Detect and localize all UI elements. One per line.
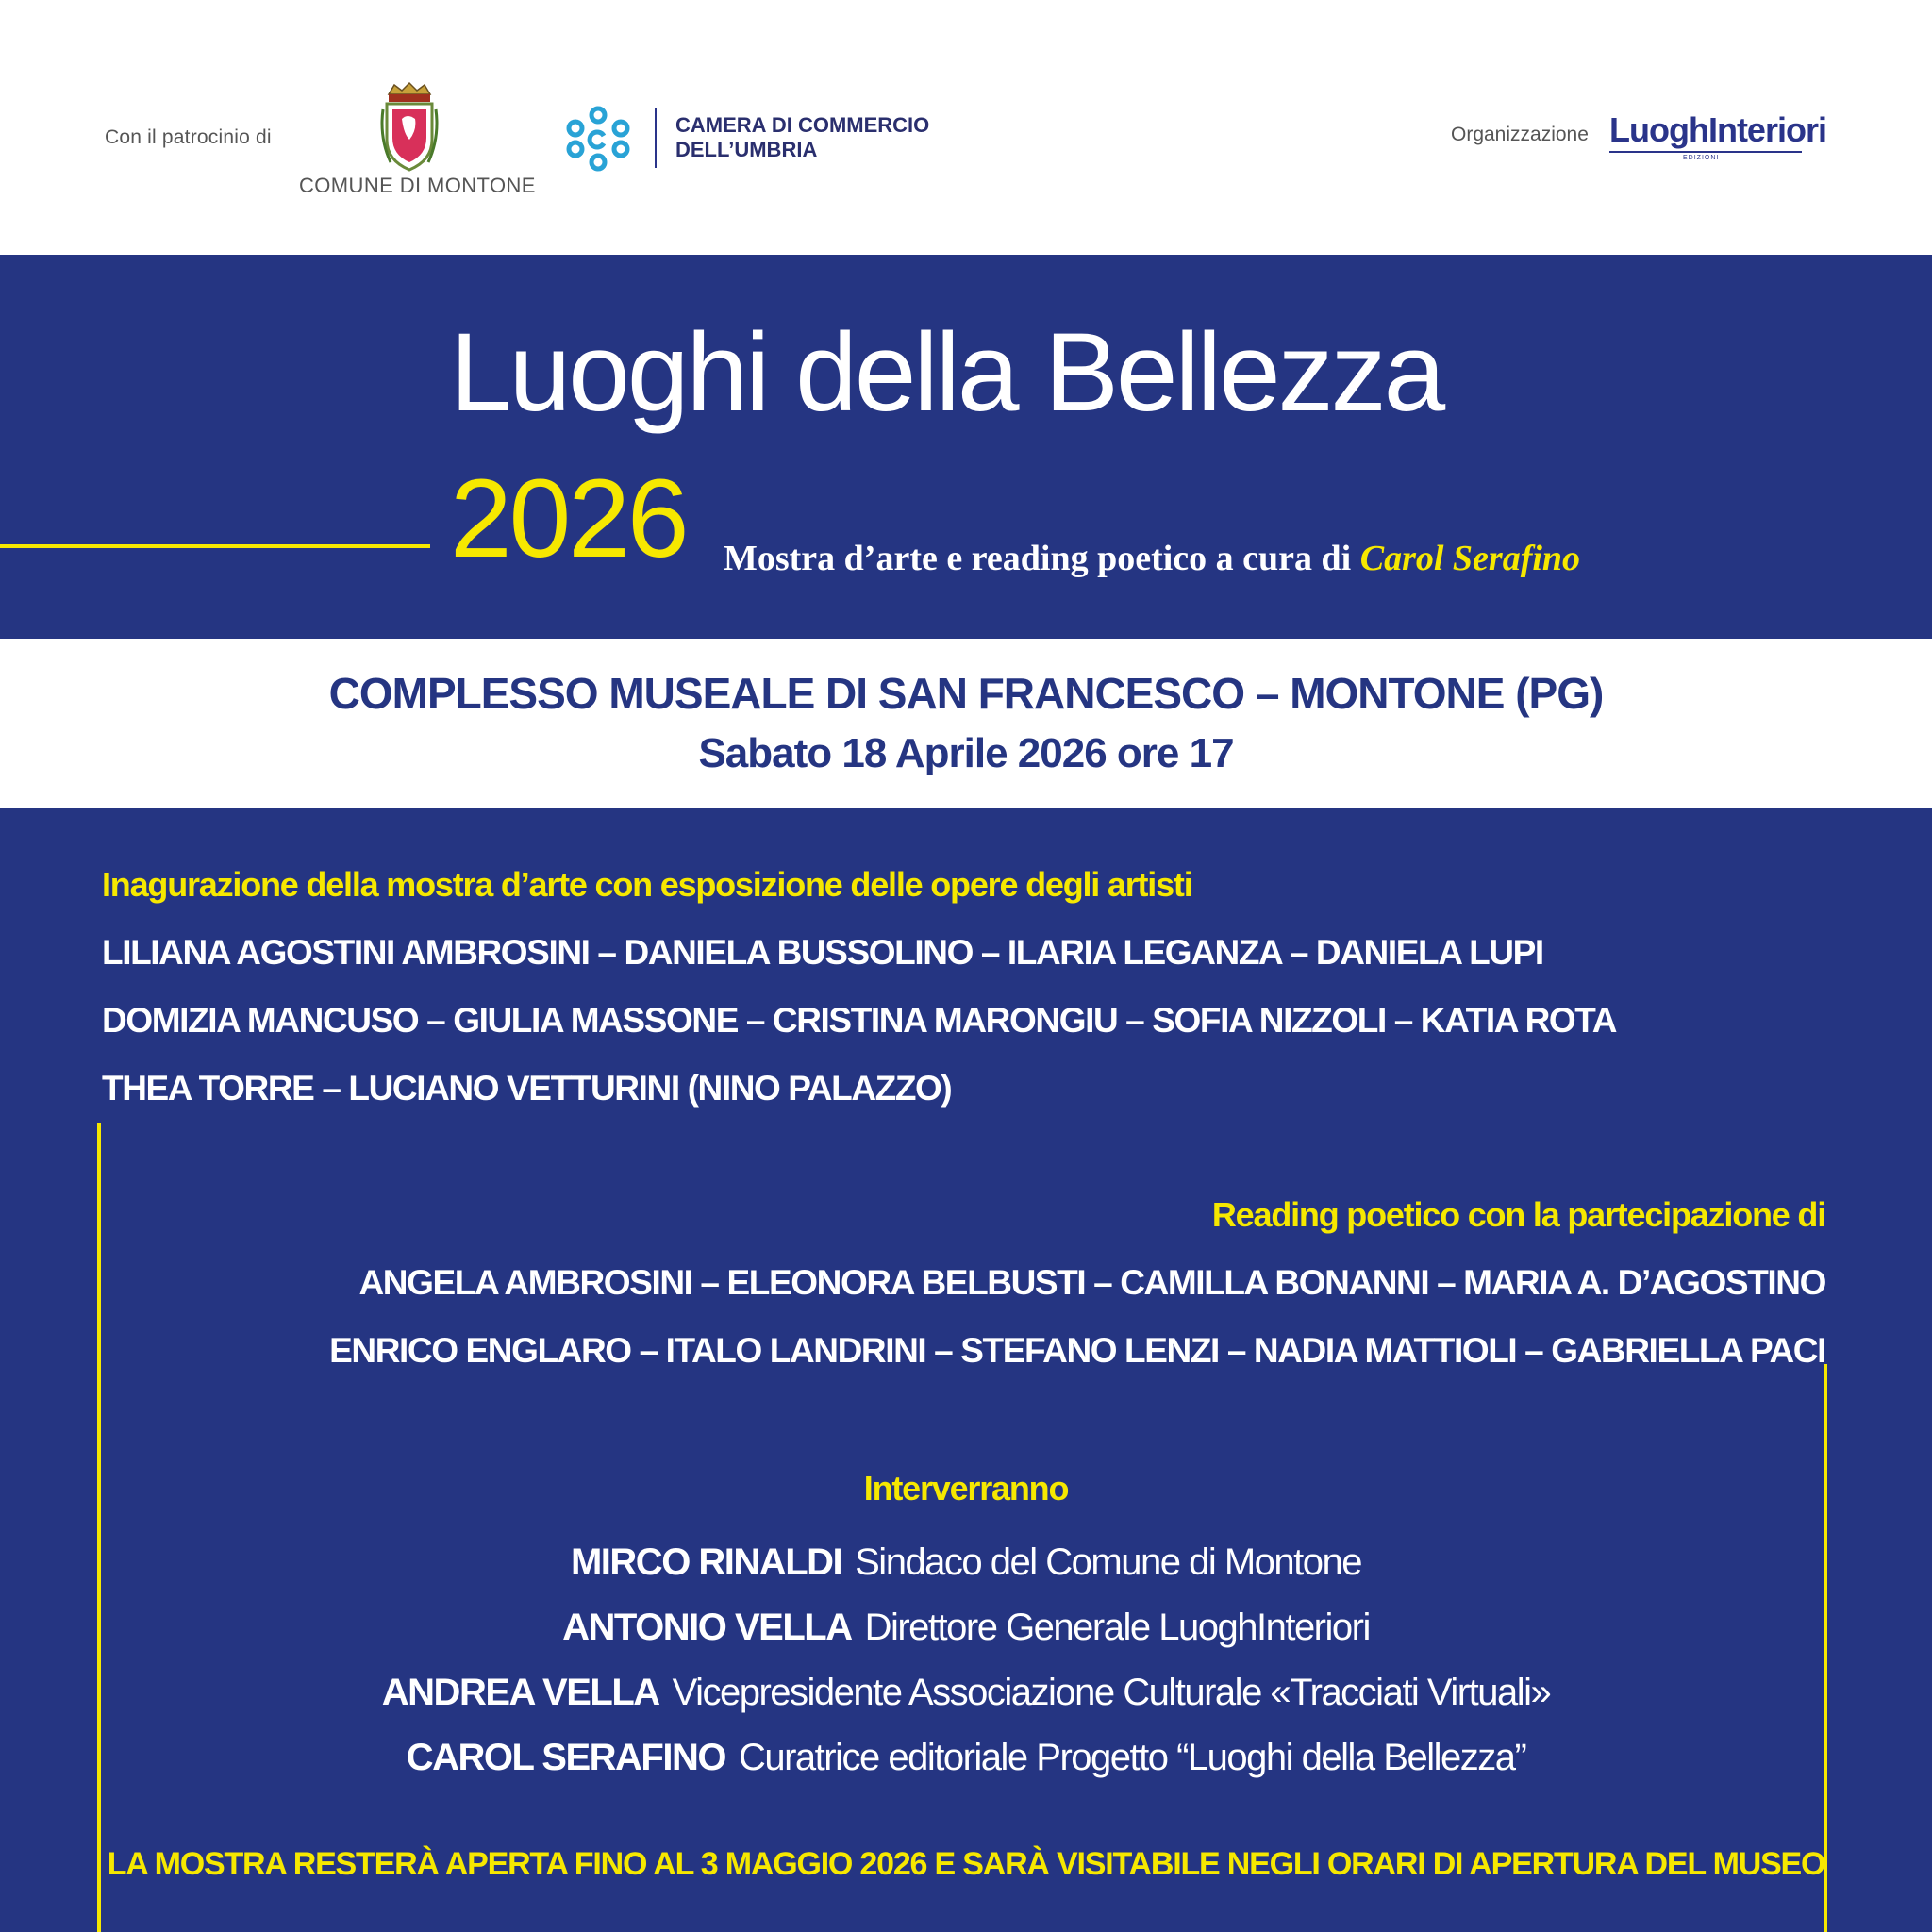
speaker-name: ANTONIO VELLA	[562, 1607, 852, 1648]
camera-commercio-logo	[562, 104, 958, 179]
speakers-heading: Interverranno	[863, 1469, 1069, 1507]
decorative-line-left	[97, 1123, 101, 1932]
luoghinteriori-logo	[1609, 110, 1826, 164]
subtitle-text: Mostra d’arte e reading poetico a cura di	[724, 539, 1360, 578]
speaker-role: Direttore Generale LuoghInteriori	[864, 1607, 1370, 1648]
event-subtitle	[724, 538, 1580, 579]
speaker-item	[0, 1541, 1932, 1607]
event-date: Sabato 18 Aprile 2026 ore 17	[698, 730, 1234, 776]
reading-heading: Reading poetico con la partecipazione di	[1211, 1195, 1825, 1234]
speaker-item	[0, 1607, 1932, 1672]
coat-of-arms-icon	[379, 81, 440, 172]
speaker-role: Curatrice editoriale Progetto “Luoghi della Bellezza”	[738, 1737, 1526, 1778]
title-band	[0, 255, 1932, 639]
speaker-name: CAROL SERAFINO	[406, 1737, 725, 1778]
speaker-item	[0, 1737, 1932, 1802]
poets-line: ANGELA AMBROSINI – ELEONORA BELBUSTI – CAMILLA BONANNI – MARIA A. D’AGOSTINO	[358, 1263, 1825, 1302]
artists-line: LILIANA AGOSTINI AMBROSINI – DANIELA BUSSOLINO – ILARIA LEGANZA – DANIELA LUPI	[102, 933, 1543, 972]
comune-montone-logo	[288, 75, 536, 208]
exhibition-heading: Inagurazione della mostra d’arte con esposizione delle opere degli artisti	[102, 865, 1192, 904]
venue-name: COMPLESSO MUSEALE DI SAN FRANCESCO – MONTONE (PG)	[328, 669, 1604, 718]
closing-notice: LA MOSTRA RESTERÀ APERTA FINO AL 3 MAGGIO 2026 E SARÀ VISITABILE NEGLI ORARI DI APERTURA DEL MUSEO	[107, 1846, 1825, 1882]
artists-line: THEA TORRE – LUCIANO VETTURINI (NINO PALAZZO)	[102, 1069, 952, 1108]
camera-commercio-name	[675, 113, 929, 162]
event-title: Luoghi della Bellezza	[450, 310, 1443, 435]
artists-line: DOMIZIA MANCUSO – GIULIA MASSONE – CRISTINA MARONGIU – SOFIA NIZZOLI – KATIA ROTA	[102, 1001, 1617, 1040]
speaker-name: MIRCO RINALDI	[570, 1541, 842, 1583]
curator-name: Carol Serafino	[1359, 539, 1581, 578]
comune-name: COMUNE DI MONTONE	[299, 174, 536, 197]
speaker-item	[0, 1672, 1932, 1737]
program-body	[0, 808, 1932, 1932]
speaker-role: Vicepresidente Associazione Culturale «Tracciati Virtuali»	[672, 1672, 1551, 1713]
camera-name-line-1: CAMERA DI COMMERCIO	[675, 113, 930, 137]
logo-underline	[1609, 151, 1802, 153]
patronage-label: Con il patrocinio di	[105, 126, 272, 148]
speaker-name: ANDREA VELLA	[381, 1672, 659, 1713]
decorative-line	[0, 544, 430, 548]
speaker-role: Sindaco del Comune di Montone	[855, 1541, 1361, 1583]
camera-name-line-2: DELL’UMBRIA	[675, 138, 818, 161]
speakers-list	[0, 1541, 1932, 1802]
organizer-label: Organizzazione	[1451, 124, 1589, 145]
sponsor-header	[0, 0, 1932, 255]
camera-commercio-icon	[562, 104, 634, 172]
organizer-logo-text: LuoghInteriori	[1609, 110, 1826, 149]
event-year: 2026	[450, 457, 687, 581]
poets-line: ENRICO ENGLARO – ITALO LANDRINI – STEFANO LENZI – NADIA MATTIOLI – GABRIELLA PACI	[329, 1331, 1825, 1370]
logo-divider	[655, 108, 657, 168]
organizer-logo-sub: EDIZIONI	[1683, 155, 1720, 161]
venue-band	[0, 639, 1932, 808]
